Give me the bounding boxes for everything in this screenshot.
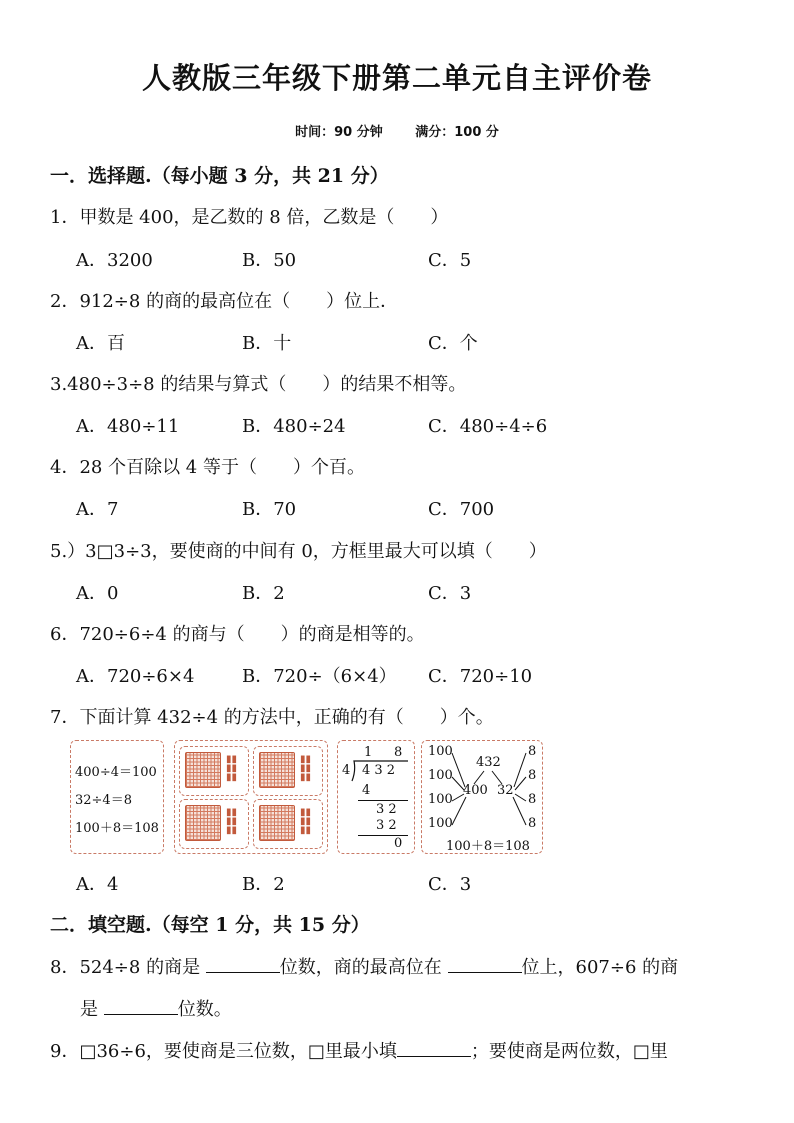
- method-1-line-2: 32÷4＝8: [75, 793, 132, 808]
- time-limit: 时间：90 分钟: [295, 125, 383, 140]
- question-4: 4．28 个百除以 4 等于（ ）个百。: [50, 457, 365, 478]
- q1-option-a: A．3200: [76, 250, 153, 271]
- dividend: 4 3 2: [362, 763, 396, 778]
- q7-option-b: B．2: [242, 874, 285, 895]
- q9-blank-1[interactable]: [397, 1038, 471, 1057]
- q8-blank-1[interactable]: [206, 954, 280, 973]
- q8-text-1: 8．524÷8 的商是: [50, 957, 206, 978]
- q9-text-1: 9．□36÷6，要使商是三位数，□里最小填: [50, 1041, 397, 1062]
- tens-rods-icon: ▮▮ ▮▮ ▮▮: [226, 807, 238, 836]
- eight-label-2: 8: [528, 768, 537, 783]
- tens-rods-icon: ▮▮ ▮▮ ▮▮: [300, 754, 312, 783]
- step-2-remainder: 3 2: [376, 802, 397, 817]
- blocks-group-3: [179, 799, 249, 849]
- hundred-block-icon: [185, 752, 221, 788]
- full-score: 满分：100 分: [415, 125, 499, 140]
- hundred-label-1: 100: [428, 744, 453, 759]
- tens-rods-icon: ▮▮ ▮▮ ▮▮: [300, 807, 312, 836]
- q6-option-c: C．720÷10: [428, 666, 533, 687]
- q8-blank-2[interactable]: [448, 954, 522, 973]
- question-2: 2．912÷8 的商的最高位在（ ）位上．: [50, 291, 399, 312]
- tens-rods-icon: ▮▮ ▮▮ ▮▮: [226, 754, 238, 783]
- q8-text-2: 位数，商的最高位在: [279, 957, 448, 978]
- method-1-panel: [70, 740, 164, 854]
- tree-part-400: 400: [463, 783, 488, 798]
- method-1-line-1: 400÷4＝100: [75, 765, 157, 780]
- page-title: 人教版三年级下册第二单元自主评价卷: [141, 61, 652, 95]
- question-6: 6．720÷6÷4 的商与（ ）的商是相等的。: [50, 624, 425, 645]
- q4-option-b: B．70: [242, 499, 297, 520]
- step-1-product: 4: [362, 783, 371, 798]
- q2-option-b: B．十: [242, 333, 292, 354]
- question-7: 7．下面计算 432÷4 的方法中，正确的有（ ）个。: [50, 707, 494, 728]
- q3-option-c: C．480÷4÷6: [428, 416, 548, 437]
- divisor: 4: [342, 763, 351, 778]
- q5-option-b: B．2: [242, 583, 285, 604]
- q4-option-c: C．700: [428, 499, 495, 520]
- q7-option-c: C．3: [428, 874, 472, 895]
- method-2-panel: [174, 740, 328, 854]
- question-8-line-2: [80, 995, 232, 1021]
- hundred-block-icon: [185, 805, 221, 841]
- blocks-group-1: [179, 746, 249, 796]
- q2-option-c: C．个: [428, 333, 478, 354]
- tree-top-number: 432: [476, 755, 501, 770]
- section-2-heading: 二．填空题.（每空 1 分，共 15 分）: [50, 914, 370, 936]
- hundred-block-icon: [259, 752, 295, 788]
- q9-text-2: ；要使商是两位数，□里: [470, 1041, 668, 1062]
- hundred-block-icon: [259, 805, 295, 841]
- q6-option-a: A．720÷6×4: [76, 666, 195, 687]
- quotient-digit-1: 1: [364, 745, 373, 760]
- hundred-label-2: 100: [428, 768, 453, 783]
- blocks-group-2: [253, 746, 323, 796]
- q1-option-c: C．5: [428, 250, 472, 271]
- q3-option-a: A．480÷11: [76, 416, 180, 437]
- method-1-line-3: 100＋8＝108: [75, 821, 159, 836]
- q7-option-a: A．4: [76, 874, 119, 895]
- q8-text-4: 是: [80, 999, 104, 1020]
- q6-option-b: B．720÷（6×4）: [242, 666, 397, 687]
- q5-option-a: A．0: [76, 583, 119, 604]
- sum-equation: 100＋8＝108: [446, 839, 530, 854]
- quotient-digit-2: 8: [394, 745, 403, 760]
- q8-text-5: 位数。: [177, 999, 232, 1020]
- eight-label-1: 8: [528, 744, 537, 759]
- method-3-panel: [337, 740, 415, 854]
- q8-blank-3[interactable]: [104, 996, 178, 1015]
- q3-option-b: B．480÷24: [242, 416, 346, 437]
- q1-option-b: B．50: [242, 250, 297, 271]
- q8-text-3: 位上，607÷6 的商: [521, 957, 679, 978]
- q4-option-a: A．7: [76, 499, 119, 520]
- section-1-heading: 一．选择题.（每小题 3 分，共 21 分）: [50, 165, 389, 187]
- final-remainder: 0: [394, 836, 403, 851]
- question-9: [50, 1037, 668, 1063]
- eight-label-3: 8: [528, 792, 537, 807]
- question-5: 5.）3□3÷3，要使商的中间有 0，方框里最大可以填（ ）: [50, 541, 547, 562]
- tree-part-32: 32: [497, 783, 514, 798]
- exam-meta: [0, 121, 794, 140]
- method-4-panel: [421, 740, 543, 854]
- subtraction-line-1: [358, 800, 408, 801]
- question-8-line-1: [50, 953, 678, 979]
- q2-option-a: A．百: [76, 333, 125, 354]
- question-3: 3.480÷3÷8 的结果与算式（ ）的结果不相等。: [50, 374, 467, 395]
- decomposition-lines-icon: [422, 741, 542, 841]
- blocks-group-4: [253, 799, 323, 849]
- hundred-label-4: 100: [428, 816, 453, 831]
- q5-option-c: C．3: [428, 583, 472, 604]
- question-1: 1．甲数是 400，是乙数的 8 倍，乙数是（ ）: [50, 207, 449, 228]
- step-2-product: 3 2: [376, 818, 397, 833]
- eight-label-4: 8: [528, 816, 537, 831]
- hundred-label-3: 100: [428, 792, 453, 807]
